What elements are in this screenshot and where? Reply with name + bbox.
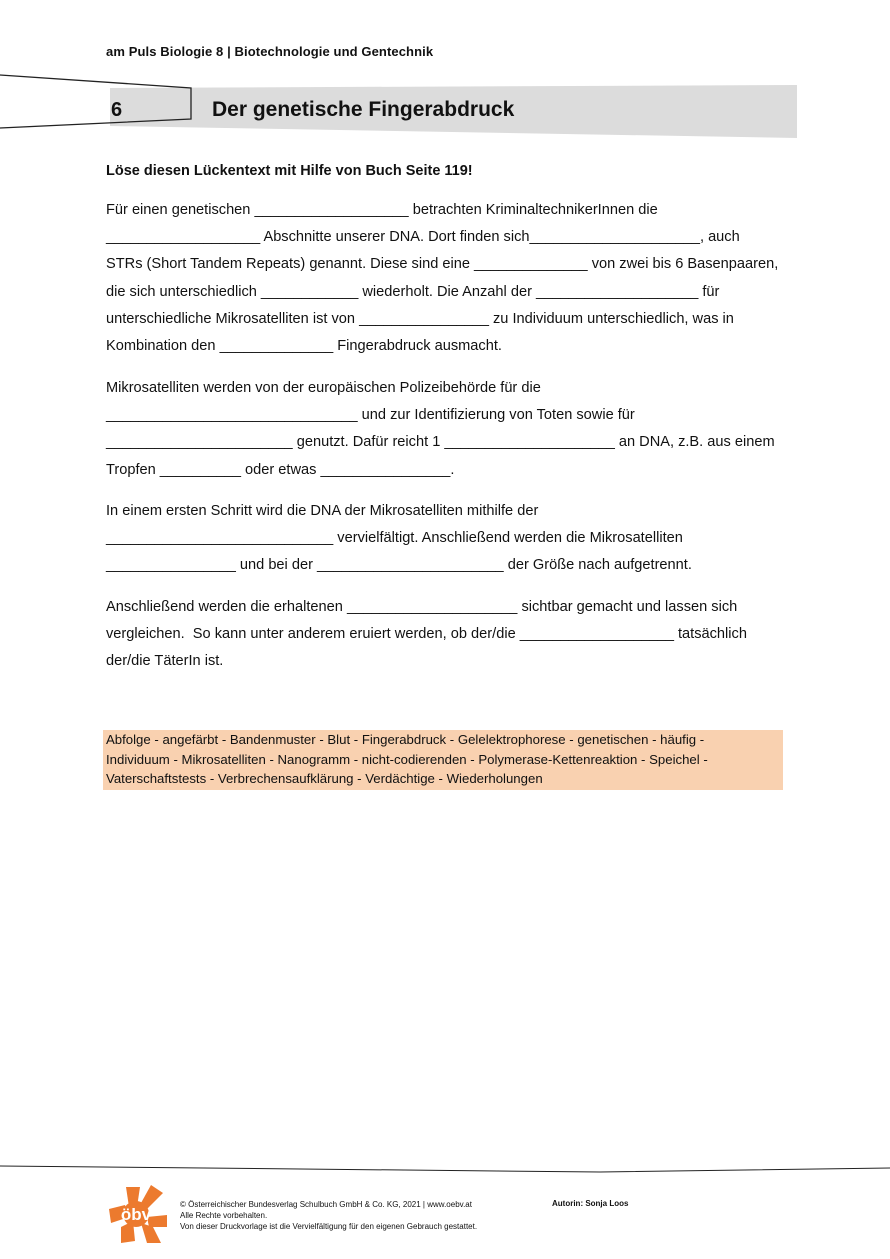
text-line: Für einen genetischen ___________________ betrachten KriminaltechnikerInnen die	[106, 202, 658, 218]
text-line: unterschiedliche Mikrosatelliten ist von ________________ zu Individuum unterschiedlich, was in	[106, 310, 734, 327]
text-line: Mikrosatelliten werden von der europäischen Polizeibehörde für die	[106, 380, 541, 396]
text-line: ___________________ Abschnitte unserer DNA. Dort finden sich_____________________, auch	[106, 229, 740, 246]
footer-copyright	[180, 1199, 477, 1232]
text-line: ________________ und bei der _______________________ der Größe nach aufgetrennt.	[106, 557, 692, 574]
text-line: Kombination den ______________ Fingerabdruck ausmacht.	[106, 338, 502, 355]
running-header: am Puls Biologie 8 | Biotechnologie und Gentechnik	[106, 44, 434, 59]
publisher-logo	[107, 1183, 169, 1245]
footer-line: Alle Rechte vorbehalten.	[180, 1211, 268, 1220]
text-line: ____________________________ vervielfältigt. Anschließend werden die Mikrosatelliten	[106, 530, 683, 547]
footer-line: © Österreichischer Bundesverlag Schulbuch GmbH & Co. KG, 2021 | www.oebv.at	[180, 1200, 472, 1209]
text-line: die sich unterschiedlich ____________ wiederholt. Die Anzahl der ____________________ für	[106, 283, 720, 300]
word-bank-line: Individuum - Mikrosatelliten - Nanogramm - nicht-codierenden - Polymerase-Kettenreaktion - Speichel -	[106, 751, 708, 767]
cloze-paragraph-2	[106, 375, 806, 484]
footer-line: Von dieser Druckvorlage ist die Vervielfältigung für den eigenen Gebrauch gestattet.	[180, 1222, 478, 1231]
chapter-number: 6	[111, 99, 123, 121]
text-line: STRs (Short Tandem Repeats) genannt. Diese sind eine ______________ von zwei bis 6 Basenpaaren,	[106, 256, 779, 273]
text-line: _______________________ genutzt. Dafür reicht 1 _____________________ an DNA, z.B. aus einem	[106, 434, 775, 451]
footer-author: Autorin: Sonja Loos	[552, 1199, 629, 1208]
text-line: Tropfen __________ oder etwas ________________.	[106, 461, 455, 478]
cloze-paragraph-1	[106, 197, 806, 360]
word-bank	[103, 730, 783, 790]
logo-text: öbv	[120, 1205, 152, 1224]
cloze-paragraph-4	[106, 594, 806, 676]
footer-divider	[0, 1158, 890, 1178]
cloze-paragraph-3	[106, 498, 806, 580]
text-line: In einem ersten Schritt wird die DNA der Mikrosatelliten mithilfe der	[106, 503, 539, 519]
text-line: vergleichen. So kann unter anderem eruiert werden, ob der/die ___________________ tatsächlich	[106, 626, 747, 643]
chapter-title: Der genetische Fingerabdruck	[212, 98, 515, 121]
text-line: Anschließend werden die erhaltenen _____________________ sichtbar gemacht und lassen sich	[106, 599, 738, 615]
word-bank-line: Vaterschaftstests - Verbrechensaufklärung - Verdächtige - Wiederholungen	[106, 771, 543, 787]
text-line: _______________________________ und zur Identifizierung von Toten sowie für	[106, 407, 635, 424]
text-line: der/die TäterIn ist.	[106, 653, 224, 670]
word-bank-line: Abfolge - angefärbt - Bandenmuster - Blut - Fingerabdruck - Gelelektrophorese - genetischen - häufig -	[106, 732, 705, 747]
task-instruction: Löse diesen Lückentext mit Hilfe von Buch Seite 119!	[106, 163, 473, 179]
